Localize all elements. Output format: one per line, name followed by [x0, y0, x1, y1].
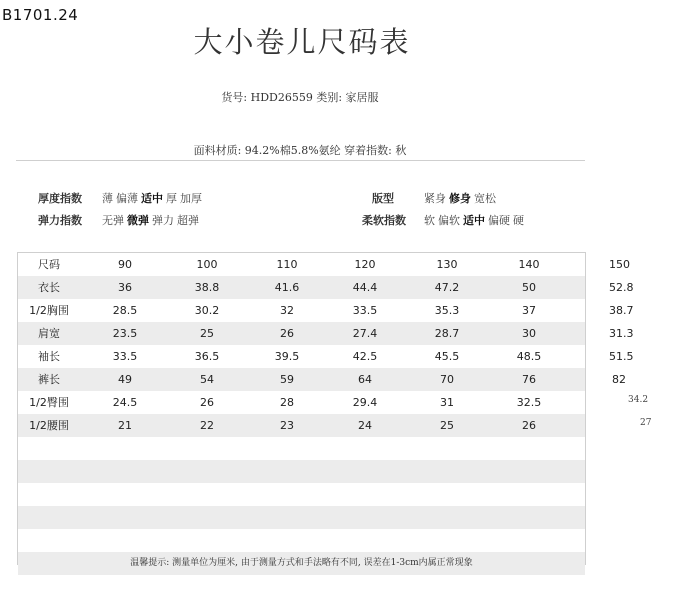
thickness-label: 厚度指数: [38, 192, 82, 205]
fit-options: [424, 190, 499, 206]
row-label: 袖长: [38, 350, 60, 363]
extra-column-header: 150: [609, 258, 630, 271]
extra-column-value: 31.3: [609, 327, 634, 340]
table-row: [18, 322, 585, 345]
table-cell: 37: [522, 304, 536, 317]
table-cell: 28: [280, 396, 294, 409]
table-header-cell: 130: [436, 258, 458, 271]
table-cell: 25: [440, 419, 454, 432]
extra-column-value: 27: [640, 418, 652, 428]
table-cell: 36: [118, 281, 132, 294]
table-row: [18, 391, 585, 414]
table-cell: 25: [200, 327, 214, 340]
fit-label: 版型: [372, 192, 394, 205]
table-cell: 70: [440, 373, 454, 386]
attribute-option: 偏软: [438, 214, 460, 227]
attribute-option: 超弹: [177, 214, 199, 227]
table-cell: 24: [358, 419, 372, 432]
table-cell: 39.5: [274, 350, 300, 363]
table-cell: 48.5: [516, 350, 542, 363]
table-cell: 23: [280, 419, 294, 432]
table-cell: 33.5: [112, 350, 138, 363]
table-cell: 30: [522, 327, 536, 340]
table-cell: 32: [280, 304, 294, 317]
table-cell: 38.8: [194, 281, 220, 294]
material-info-line: 面料材质: 94.2%棉5.8%氨纶 穿着指数: 秋: [193, 144, 407, 157]
row-label: 1/2腰围: [29, 419, 69, 432]
attribute-option: 适中: [141, 192, 163, 205]
extra-column-value: 38.7: [609, 304, 634, 317]
table-row: [18, 460, 585, 483]
table-cell: 47.2: [434, 281, 460, 294]
table-cell: 23.5: [112, 327, 138, 340]
attribute-option: 软: [424, 214, 435, 227]
row-label: 裤长: [38, 373, 60, 386]
table-cell: 24.5: [112, 396, 138, 409]
table-row: [18, 276, 585, 299]
table-row: [18, 345, 585, 368]
row-label: 肩宽: [38, 327, 60, 340]
page-title: 大小卷儿尺码表: [193, 25, 411, 59]
table-cell: 27.4: [352, 327, 378, 340]
table-cell: 28.5: [112, 304, 138, 317]
table-cell: 28.7: [434, 327, 460, 340]
table-header-row: [18, 253, 585, 276]
table-cell: 31: [440, 396, 454, 409]
table-cell: 44.4: [352, 281, 378, 294]
attribute-option: 弹力: [152, 214, 174, 227]
stretch-options: [102, 212, 202, 228]
attribute-option: 修身: [449, 192, 471, 205]
table-cell: 50: [522, 281, 536, 294]
thickness-options: [102, 190, 205, 206]
attribute-option: 微弹: [127, 214, 149, 227]
measurement-note: 温馨提示: 测量单位为厘米, 由于测量方式和手法略有不同, 误差在1-3cm内属正常现象: [130, 558, 473, 568]
softness-label: 柔软指数: [362, 214, 406, 227]
attribute-option: 偏薄: [116, 192, 138, 205]
product-code: B1701.24: [2, 6, 79, 24]
table-cell: 29.4: [352, 396, 378, 409]
table-cell: 22: [200, 419, 214, 432]
table-cell: 35.3: [434, 304, 460, 317]
row-label: 1/2臀围: [29, 396, 69, 409]
size-table: [17, 252, 586, 568]
table-cell: 41.6: [274, 281, 300, 294]
attribute-option: 偏硬: [488, 214, 510, 227]
table-row: [18, 414, 585, 437]
table-cell: 26: [280, 327, 294, 340]
table-row: [18, 368, 585, 391]
divider: [16, 160, 585, 161]
table-row: [18, 506, 585, 529]
attribute-option: 紧身: [424, 192, 446, 205]
table-cell: 76: [522, 373, 536, 386]
table-header-cell: 100: [196, 258, 218, 271]
extra-column-value: 51.5: [609, 350, 634, 363]
attribute-option: 硬: [513, 214, 524, 227]
softness-options: [424, 212, 527, 228]
table-cell: 64: [358, 373, 372, 386]
table-cell: 26: [200, 396, 214, 409]
table-row: [18, 437, 585, 460]
table-cell: 54: [200, 373, 214, 386]
table-cell: 21: [118, 419, 132, 432]
item-info-line: 货号: HDD26559 类别: 家居服: [221, 91, 379, 104]
attribute-option: 厚: [166, 192, 177, 205]
table-header-cell: 140: [518, 258, 540, 271]
table-cell: 59: [280, 373, 294, 386]
row-label: 衣长: [38, 281, 60, 294]
table-row: [18, 529, 585, 552]
attribute-option: 薄: [102, 192, 113, 205]
table-cell: 33.5: [352, 304, 378, 317]
table-cell: 45.5: [434, 350, 460, 363]
table-cell: 26: [522, 419, 536, 432]
attribute-option: 加厚: [180, 192, 202, 205]
table-cell: 36.5: [194, 350, 220, 363]
table-row: [18, 483, 585, 506]
table-row: [18, 299, 585, 322]
table-header-cell: 尺码: [38, 258, 60, 271]
table-cell: 49: [118, 373, 132, 386]
table-header-cell: 120: [354, 258, 376, 271]
extra-column-value: 52.8: [609, 281, 634, 294]
table-cell: 42.5: [352, 350, 378, 363]
stretch-label: 弹力指数: [38, 214, 82, 227]
attribute-option: 适中: [463, 214, 485, 227]
extra-column-value: 82: [612, 373, 626, 386]
table-header-cell: 110: [276, 258, 298, 271]
table-cell: 30.2: [194, 304, 220, 317]
table-header-cell: 90: [118, 258, 132, 271]
attribute-option: 宽松: [474, 192, 496, 205]
row-label: 1/2胸围: [29, 304, 69, 317]
attribute-option: 无弹: [102, 214, 124, 227]
extra-column-value: 34.2: [628, 395, 649, 405]
table-cell: 32.5: [516, 396, 542, 409]
